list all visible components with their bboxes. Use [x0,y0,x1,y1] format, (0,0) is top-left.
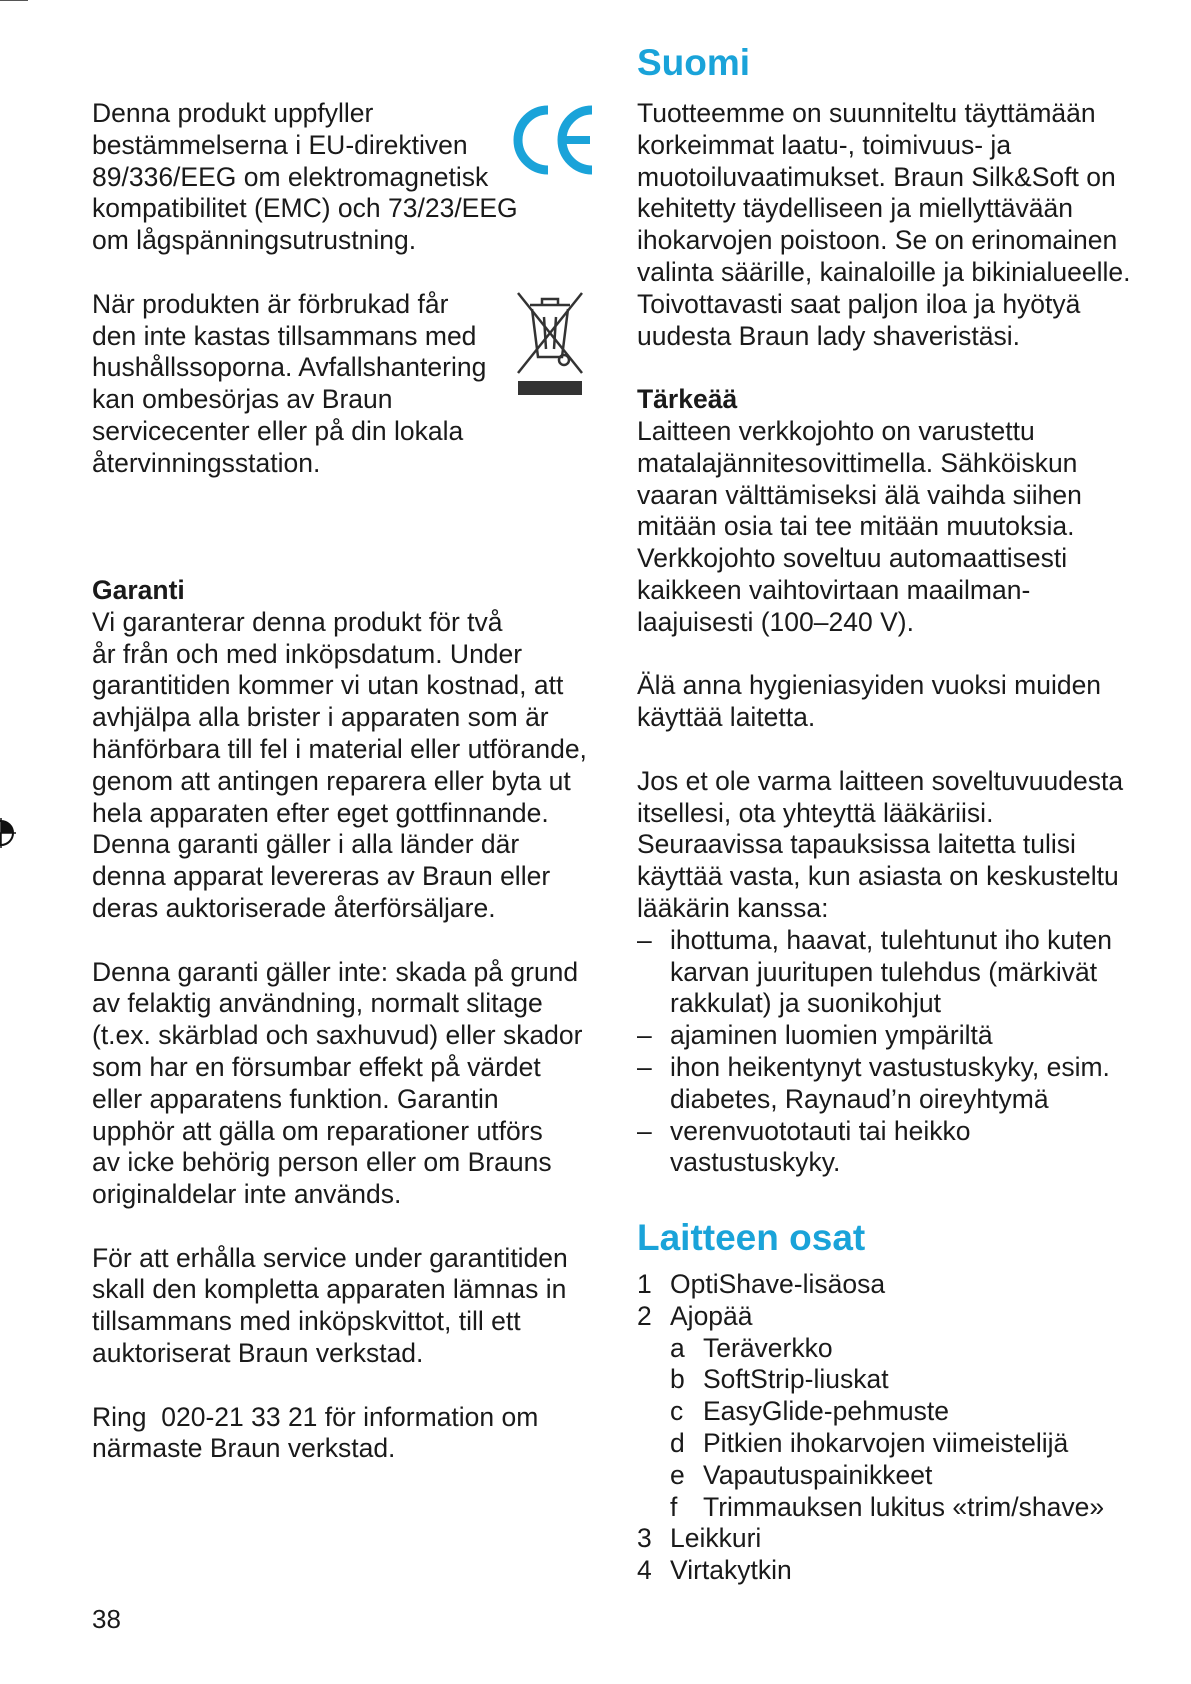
text-line: kehitetty täydelliseen ja miellyttävään [637,193,1074,224]
ce-paragraph [92,98,612,257]
tarkeaa-heading: Tärkeää [637,384,738,415]
parts-item [637,1396,1157,1428]
text-line: originaldelar inte används. [92,1179,402,1210]
parts-list [637,1269,1157,1587]
text-line: valinta säärille, kainaloille ja bikinialueelle. [637,256,1131,287]
parts-item [637,1364,1157,1396]
text-line: skall den kompletta apparaten lämnas in [92,1274,567,1305]
parts-item-number: f [670,1491,678,1522]
parts-item-number: 1 [637,1269,652,1300]
text-line: Denna garanti gäller inte: skada på grund [92,956,579,987]
text-line: Jos et ole varma laitteen soveltuvuudesta [637,765,1124,796]
text-line: Vi garanterar denna produkt för två [92,606,503,637]
text-line: matalajännitesovittimella. Sähköiskun [637,447,1078,478]
text-line: hushållssoporna. Avfallshantering [92,352,487,383]
tarkeaa-paragraph [637,416,1157,639]
crop-mark [0,0,28,1]
text-line: muotoiluvaatimukset. Braun Silk&Soft on [637,161,1116,192]
parts-item-number: a [670,1332,685,1363]
parts-item-label: Virtakytkin [670,1555,792,1586]
list-item-text: vastustuskyky. [670,1147,841,1178]
dash-marker: – [637,1051,652,1082]
right-column [637,40,1157,1587]
parts-item [637,1301,1157,1333]
page-number: 38 [92,1604,121,1634]
text-line: korkeimmat laatu-, toimivuus- ja [637,129,1012,160]
parts-item-label: Teräverkko [703,1332,833,1363]
list-item [637,988,1157,1020]
list-item [637,1084,1157,1116]
parts-item-label: EasyGlide-pehmuste [703,1396,949,1427]
text-line: år från och med inköpsdatum. Under [92,638,523,669]
text-line: laajuisesti (100–240 V). [637,606,914,637]
text-line: Verkkojohto soveltuu automaattisesti [637,543,1068,574]
text-line: mitään osia tai tee mitään muutoksia. [637,511,1075,542]
parts-item-label: Pitkien ihokarvojen viimeistelijä [703,1428,1069,1459]
text-line: tillsammans med inköpskvittot, till ett [92,1306,521,1337]
list-item-text: karvan juuritupen tulehdus (märkivät [670,956,1098,987]
parts-item-label: Vapautuspainikkeet [703,1459,933,1490]
text-line: käyttää laitetta. [637,702,816,733]
text-line: denna apparat levereras av Braun eller [92,861,551,892]
text-line: hänförbara till fel i material eller utförande, [92,733,587,764]
text-line: eller apparatens funktion. Garantin [92,1083,499,1114]
doctor-paragraph [637,766,1157,925]
text-line: Toivottavasti saat paljon iloa ja hyötyä [637,288,1081,319]
text-line: av felaktig användning, normalt slitage [92,988,543,1019]
text-line: hela apparaten efter eget gottfinnande. [92,797,549,828]
text-line: vaaran välttämiseksi älä vaihda siihen [637,479,1082,510]
list-item [637,957,1157,989]
text-line: kaikkeen vaihtovirtaan maailman- [637,574,1031,605]
parts-item-number: 4 [637,1555,652,1586]
text-line: käyttää vasta, kun asiasta on keskusteltu [637,861,1119,892]
text-line: servicecenter eller på din lokala [92,415,464,446]
list-item [637,1116,1157,1148]
service-paragraph [92,1243,612,1370]
suomi-heading: Suomi [637,42,751,83]
parts-item-label: Ajopää [670,1300,753,1331]
text-line: genom att antingen reparera eller byta ut [92,765,571,796]
hygiene-paragraph [637,670,1157,734]
parts-item [637,1460,1157,1492]
text-line: (t.ex. skärblad och saxhuvud) eller skador [92,1020,583,1051]
parts-heading: Laitteen osat [637,1217,866,1259]
text-line: Älä anna hygieniasyiden vuoksi muiden [637,670,1102,701]
list-item-text: diabetes, Raynaud’n oireyhtymä [670,1083,1049,1114]
text-line: upphör att gälla om reparationer utförs [92,1115,543,1146]
list-item [637,925,1157,957]
parts-item-number: d [670,1428,685,1459]
text-line: garantitiden kommer vi utan kostnad, att [92,670,564,701]
intro-paragraph [637,98,1157,352]
text-line: avhjälpa alla brister i apparaten som är [92,702,549,733]
text-line: Tuotteemme on suunniteltu täyttämään [637,98,1096,128]
text-line: lääkärin kanssa: [637,892,829,923]
dash-marker: – [637,1020,652,1051]
parts-item [637,1555,1157,1587]
text-line: Denna produkt uppfyller [92,98,374,128]
text-line: För att erhålla service under garantitiden [92,1242,568,1273]
garanti-paragraph [92,607,612,925]
text-line: Laitteen verkkojohto on varustettu [637,415,1035,446]
ring-paragraph [92,1402,612,1466]
text-line: den inte kastas tillsammans med [92,320,477,351]
text-line: kan ombesörjas av Braun [92,384,393,415]
registration-mark-icon [0,818,16,848]
parts-item-number: e [670,1459,685,1490]
text-line: auktoriserat Braun verkstad. [92,1338,424,1369]
parts-item [637,1333,1157,1365]
text-line: som har en försumbar effekt på värdet [92,1051,541,1082]
parts-item [637,1523,1157,1555]
parts-item [637,1269,1157,1301]
parts-item-label: Trimmauksen lukitus «trim/shave» [703,1491,1105,1522]
dash-marker: – [637,924,652,955]
parts-item-label: SoftStrip-liuskat [703,1364,889,1395]
text-line: deras auktoriserade återförsäljare. [92,892,496,923]
list-item [637,1020,1157,1052]
text-line: återvinningsstation. [92,447,321,478]
parts-item-label: Leikkuri [670,1523,762,1554]
text-line: När produkten är förbrukad får [92,288,449,319]
list-item-text: ajaminen luomien ympäriltä [670,1020,993,1051]
text-line: av icke behörig person eller om Brauns [92,1147,552,1178]
parts-item [637,1428,1157,1460]
garanti-heading: Garanti [92,574,185,605]
text-line: bestämmelserna i EU-direktiven [92,129,468,160]
parts-item-number: c [670,1396,684,1427]
parts-item-number: b [670,1364,685,1395]
parts-item-label: OptiShave-lisäosa [670,1269,886,1300]
text-line: uudesta Braun lady shaveristäsi. [637,320,1020,351]
dash-marker: – [637,1115,652,1146]
text-line: närmaste Braun verkstad. [92,1433,396,1464]
disposal-paragraph [92,289,612,480]
parts-item-number: 3 [637,1523,652,1554]
text-line: Ring 020-21 33 21 för information om [92,1401,539,1432]
left-column [92,98,612,1465]
list-item [637,1147,1157,1179]
text-line: 89/336/EEG om elektromagnetisk [92,161,489,192]
text-line: ihokarvojen poistoon. Se on erinomainen [637,225,1118,256]
conditions-list [637,925,1157,1179]
list-item-text: verenvuototauti tai heikko [670,1115,971,1146]
list-item [637,1052,1157,1084]
parts-item-number: 2 [637,1300,652,1331]
text-line: Denna garanti gäller i alla länder där [92,829,520,860]
parts-item [637,1492,1157,1524]
list-item-text: ihottuma, haavat, tulehtunut iho kuten [670,924,1112,955]
text-line: Seuraavissa tapauksissa laitetta tulisi [637,829,1076,860]
list-item-text: rakkulat) ja suonikohjut [670,988,942,1019]
list-item-text: ihon heikentynyt vastustuskyky, esim. [670,1051,1110,1082]
text-line: kompatibilitet (EMC) och 73/23/EEG [92,193,518,224]
text-line: om lågspänningsutrustning. [92,225,417,256]
exclusion-paragraph [92,957,612,1211]
text-line: itsellesi, ota yhteyttä lääkäriisi. [637,797,994,828]
